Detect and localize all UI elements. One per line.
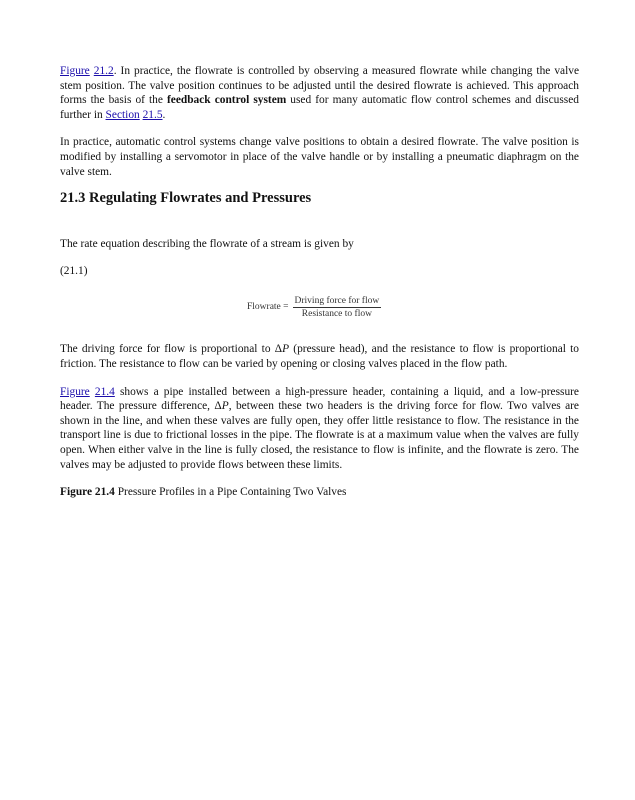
paragraph-pipe-headers bbox=[60, 385, 579, 473]
paragraph-text: used for many automatic flow control schemes and discussed further in bbox=[60, 94, 579, 121]
figure-link-word[interactable]: Figure bbox=[60, 65, 90, 77]
italic-symbol: P bbox=[221, 400, 229, 413]
equation-fraction bbox=[293, 296, 382, 319]
italic-symbol: P bbox=[282, 343, 290, 356]
equation-number: (21.1) bbox=[60, 264, 88, 277]
caption-text: Pressure Profiles in a Pipe Containing Two Valves bbox=[114, 486, 347, 499]
figure-caption bbox=[60, 485, 579, 500]
section-heading: 21.3 Regulating Flowrates and Pressures bbox=[60, 190, 312, 207]
figure-21-4-link[interactable]: 21.4 bbox=[94, 385, 115, 398]
equation-lhs: Flowrate = bbox=[247, 302, 289, 313]
equation-numerator: Driving force for flow bbox=[294, 295, 380, 306]
figure-21-2-link[interactable]: 21.2 bbox=[93, 65, 114, 77]
section-link-word[interactable]: Section bbox=[105, 108, 140, 121]
paragraph-automatic-control: In practice, automatic control systems change valve positions to obtain a desired flowrate. The valve position is modified by installing a servomotor in place of the valve handle or by installing a pneumatic diaphragm on the valve stem. bbox=[60, 136, 579, 178]
document-page bbox=[60, 64, 579, 500]
paragraph-text: The driving force for flow is proportional to Δ bbox=[60, 343, 283, 356]
bold-term: feedback control system bbox=[166, 94, 287, 107]
section-21-5-link[interactable]: 21.5 bbox=[142, 108, 163, 121]
equation-denominator: Resistance to flow bbox=[301, 308, 372, 319]
paragraph-text: . bbox=[162, 108, 166, 121]
caption-label: Figure 21.4 bbox=[60, 486, 115, 499]
paragraph-feedback-control bbox=[60, 64, 579, 122]
equation-21-1 bbox=[247, 292, 579, 322]
paragraph-text: (pressure head), and the resistance to flow is proportional to friction. The resistance to flow can be varied by opening or closing valves placed in the flow path. bbox=[60, 343, 580, 370]
paragraph-text: . In practice, the flowrate is controlled by observing a measured flowrate while changing the valve stem position. The valve position continues to be adjusted until the desired flowrate is achieved. This approach forms the basis of the bbox=[60, 65, 579, 107]
paragraph-text: , between these two headers is the driving force for flow. Two valves are shown in the line, and when these valves are fully open, they offer little resistance to flow. The resistance in the transport line is due to frictional losses in the pipe. The flowrate is at a maximum value when the valves are fully open. When either valve in the line is fully closed, the resistance to flow is infinite, and the flowrate is zero. The valves may be adjusted to provide flows between these limits. bbox=[60, 400, 579, 471]
paragraph-text: shows a pipe installed between a high-pressure header, containing a liquid, and a low-pressure header. The pressure difference, Δ bbox=[60, 385, 579, 413]
paragraph-driving-force bbox=[60, 342, 579, 371]
paragraph-rate-equation-intro: The rate equation describing the flowrate of a stream is given by bbox=[60, 238, 354, 251]
figure-link-word[interactable]: Figure bbox=[60, 385, 90, 398]
